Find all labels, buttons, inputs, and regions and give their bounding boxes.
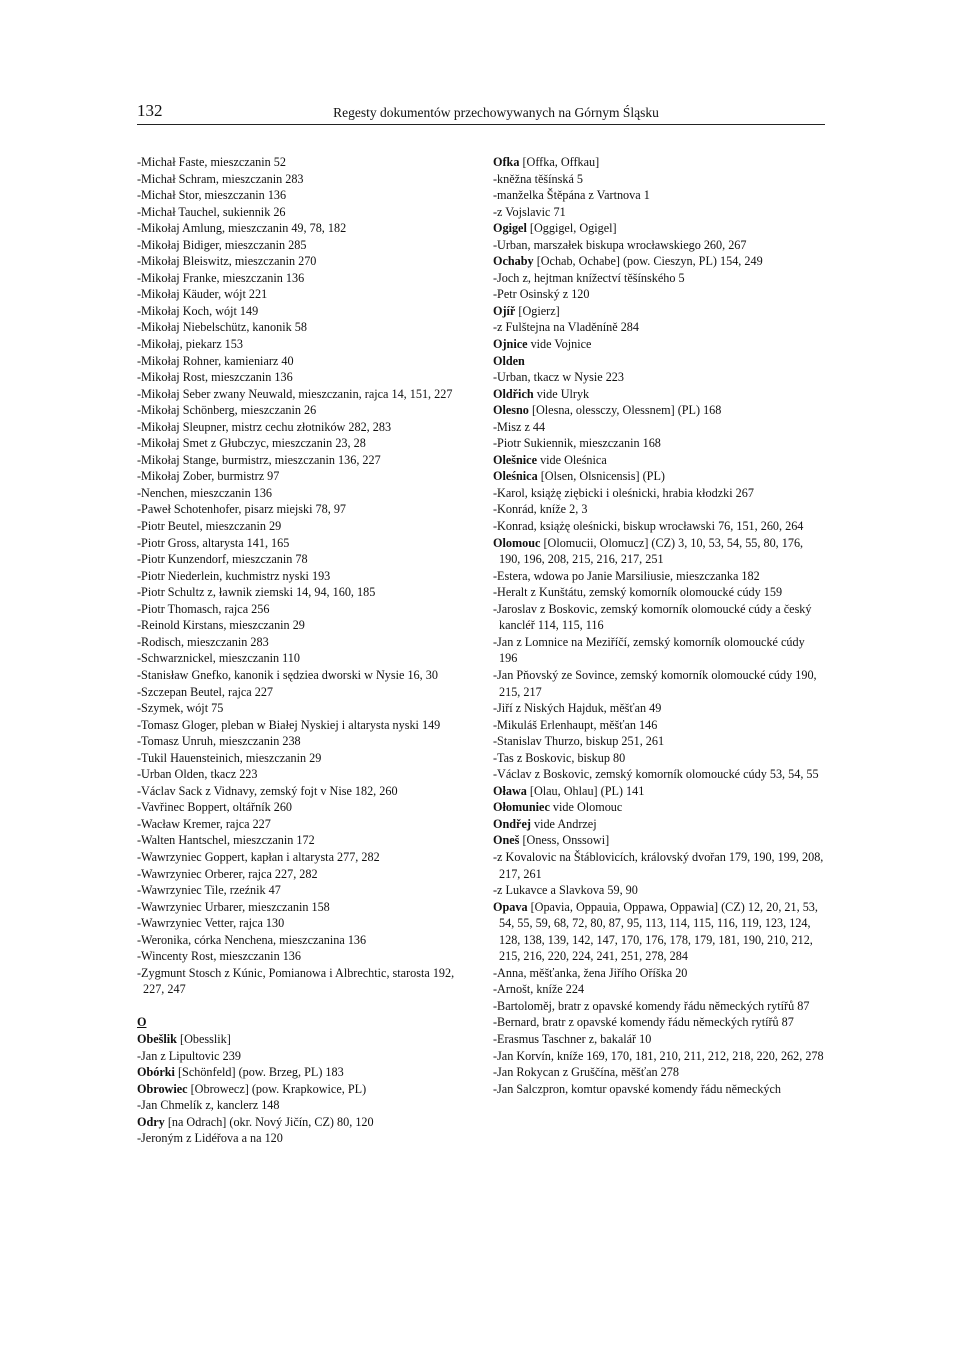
index-entry-text: -Jan Rokycan z Gruščína, měšťan 278: [493, 1065, 679, 1080]
index-entry-text: -Mikuláš Erlenhaupt, měšťan 146: [493, 717, 658, 732]
index-entry-text: -z Fulštejna na Vladěníně 284: [493, 320, 639, 335]
index-entry-text: -Reinold Kirstans, mieszczanin 29: [137, 618, 305, 633]
index-entry: [137, 353, 472, 370]
index-entry-text: -Piotr Kunzendorf, mieszczanin 78: [137, 552, 308, 567]
index-entry-text: -Arnošt, kníže 224: [493, 982, 585, 997]
index-entry: [137, 518, 472, 535]
index-entry: [137, 915, 472, 932]
index-entry-text: -z Vojslavic 71: [493, 204, 566, 219]
index-entry: [493, 783, 825, 800]
index-entry: [137, 468, 472, 485]
index-entry-text: -Jan Korvín, kníže 169, 170, 181, 210, 211, 212, 218, 220, 262, 278: [493, 1048, 824, 1063]
index-entry-text: -Piotr Schultz z, ławnik ziemski 14, 94, 160, 185: [137, 585, 376, 600]
index-headword: Ojíř: [493, 303, 516, 318]
index-entry: [137, 452, 472, 469]
index-headword: Oneš: [493, 833, 520, 848]
index-entry-text: -Mikołaj Rost, mieszczanin 136: [137, 370, 293, 385]
index-entry-text: -Jeroným z Lidéřova a na 120: [137, 1131, 283, 1146]
index-entry-text: -Wawrzyniec Tile, rzeźnik 47: [137, 883, 281, 898]
index-entry-text: -Piotr Beutel, mieszczanin 29: [137, 519, 282, 534]
index-entry: [493, 270, 825, 287]
index-headword: Obrowiec: [137, 1081, 188, 1096]
index-entry: [137, 1048, 472, 1065]
index-headword: Odry: [137, 1114, 165, 1129]
right-column: [493, 154, 825, 1097]
index-entry: [137, 386, 472, 403]
index-headword: Olesno: [493, 403, 529, 418]
index-entry-text: -Joch z, hejtman knížectví těšínského 5: [493, 270, 685, 285]
index-entry-text: [Obesslik]: [176, 1031, 231, 1046]
index-headword: Oława: [493, 783, 527, 798]
index-entry-text: -Urban, marszałek biskupa wrocławskiego 260, 267: [493, 237, 747, 252]
index-entry: [493, 419, 825, 436]
index-entry-text: -Paweł Schotenhofer, pisarz miejski 78, 97: [137, 502, 347, 517]
index-entry: [137, 816, 472, 833]
index-entry-text: -Mikołaj Schönberg, mieszczanin 26: [137, 403, 317, 418]
index-entry: [493, 849, 825, 882]
index-entry-text: -Mikołaj Zober, burmistrz 97: [137, 469, 280, 484]
index-entry: [137, 220, 472, 237]
index-entry-text: vide Vojnice: [527, 337, 592, 352]
index-entry-text: -Mikołaj Smet z Głubczyc, mieszczanin 23, 28: [137, 436, 366, 451]
index-entry-text: vide Olomouc: [549, 800, 623, 815]
index-entry: [137, 601, 472, 618]
index-entry: [493, 1048, 825, 1065]
index-headword: Ondřej: [493, 816, 531, 831]
index-entry: [493, 1014, 825, 1031]
index-entry-text: -Estera, wdowa po Janie Marsiliusie, mieszczanka 182: [493, 568, 760, 583]
index-entry: [137, 369, 472, 386]
index-entry-text: -manželka Štěpána z Vartnova 1: [493, 188, 650, 203]
index-entry-text: -z Lukavce a Slavkova 59, 90: [493, 883, 638, 898]
index-entry-text: -Misz z 44: [493, 419, 546, 434]
index-entry-text: -Václav Sack z Vidnavy, zemský fojt v Nise 182, 260: [137, 783, 398, 798]
running-title: Regesty dokumentów przechowywanych na Górnym Śląsku: [333, 105, 659, 120]
index-entry-text: -Weronika, córka Nenchena, mieszczanina 136: [137, 932, 367, 947]
index-entry: [137, 171, 472, 188]
index-entry-text: vide Ulryk: [533, 386, 590, 401]
index-entry: [493, 303, 825, 320]
index-entry: [137, 750, 472, 767]
index-entry-text: -Václav z Boskovic, zemský komorník olomoucké cúdy 53, 54, 55: [493, 767, 819, 782]
index-entry: [493, 981, 825, 998]
index-entry-text: -Tomasz Unruh, mieszczanin 238: [137, 734, 301, 749]
index-entry-text: [Schönfeld] (pow. Brzeg, PL) 183: [174, 1065, 344, 1080]
index-entry-text: -Anna, měšťanka, žena Jiřího Oříška 20: [493, 965, 688, 980]
index-entry-text: -Zygmunt Stosch z Kúnic, Pomianowa i Albrechtic, starosta 192, 227, 247: [137, 965, 455, 997]
index-entry: [493, 237, 825, 254]
index-entry: [493, 667, 825, 700]
index-entry-text: -Erasmus Taschner z, bakalář 10: [493, 1031, 652, 1046]
index-entry: [493, 353, 825, 370]
index-entry-text: -Wawrzyniec Vetter, rajca 130: [137, 916, 285, 931]
index-entry: [137, 319, 472, 336]
index-entry-text: -Bernard, bratr z opavské komendy řádu německých rytířů 87: [493, 1015, 794, 1030]
index-entry: [493, 634, 825, 667]
index-entry: [493, 518, 825, 535]
index-entry-text: -Tomasz Gloger, pleban w Białej Nyskiej i altarysta nyski 149: [137, 717, 441, 732]
index-headword: Oldřich: [493, 386, 534, 401]
index-entry: [493, 568, 825, 585]
index-entry-text: -Michał Faste, mieszczanin 52: [137, 155, 286, 169]
index-entry: [493, 319, 825, 336]
index-entry: [493, 402, 825, 419]
index-entry-text: -Mikołaj Amlung, mieszczanin 49, 78, 182: [137, 221, 347, 236]
index-entry: [493, 899, 825, 965]
index-entry: [493, 733, 825, 750]
index-entry: [493, 799, 825, 816]
index-entry: [493, 882, 825, 899]
page-header: [137, 100, 825, 125]
index-entry-text: -Urban Olden, tkacz 223: [137, 767, 258, 782]
index-entry: [493, 700, 825, 717]
index-entry-text: -Bartoloměj, bratr z opavské komendy řádu německých rytířů 87: [493, 998, 810, 1013]
index-entry: [493, 535, 825, 568]
index-headword: Ołomuniec: [493, 800, 550, 815]
index-headword: Obórki: [137, 1065, 175, 1080]
index-entry: [493, 1031, 825, 1048]
index-entry: [137, 551, 472, 568]
index-entry-text: -Tukil Hauensteinich, mieszczanin 29: [137, 750, 322, 765]
index-entry: [137, 866, 472, 883]
index-entry-text: -z Kovalovic na Štáblovicích, královský dvořan 179, 190, 199, 208, 217, 261: [493, 849, 824, 881]
index-entry: [137, 617, 472, 634]
index-entry: [493, 204, 825, 221]
index-entry: [137, 187, 472, 204]
index-entry: [137, 667, 472, 684]
index-entry: [137, 568, 472, 585]
index-entry-text: -Wacław Kremer, rajca 227: [137, 816, 271, 831]
index-entry: [137, 832, 472, 849]
section-letter: O: [137, 1015, 147, 1030]
index-entry: [493, 1064, 825, 1081]
index-entry-text: [Ogierz]: [515, 303, 560, 318]
index-entry-text: -kněžna těšínská 5: [493, 171, 584, 186]
index-headword: Oleśnica: [493, 469, 538, 484]
index-headword: Opava: [493, 899, 528, 914]
index-entry: [493, 369, 825, 386]
index-entry-text: vide Andrzej: [530, 816, 597, 831]
index-entry-text: -Mikołaj Käuder, wójt 221: [137, 287, 268, 302]
index-entry: [493, 998, 825, 1015]
index-entry: [137, 154, 472, 171]
index-entry-text: [na Odrach] (okr. Nový Jičín, CZ) 80, 120: [164, 1114, 374, 1129]
index-entry-text: vide Oleśnica: [537, 452, 607, 467]
index-entry-text: [Olomucii, Olomucz] (CZ) 3, 10, 53, 54, 55, 80, 176, 190, 196, 208, 215, 216, 217, 251: [499, 535, 804, 567]
left-column: [137, 154, 472, 1147]
index-entry-text: -Mikołaj Franke, mieszczanin 136: [137, 270, 305, 285]
index-entry: [137, 684, 472, 701]
index-entry-text: -Mikołaj Stange, burmistrz, mieszczanin 136, 227: [137, 452, 381, 467]
index-entry-text: -Mikołaj Koch, wójt 149: [137, 303, 259, 318]
index-entry: [137, 899, 472, 916]
index-entry-text: -Jan z Lipultovic 239: [137, 1048, 241, 1063]
index-entry-text: -Jaroslav z Boskovic, zemský komorník olomoucké cúdy a český kancléř 114, 115, 116: [493, 601, 812, 633]
index-entry: [137, 1097, 472, 1114]
index-entry-text: -Piotr Niederlein, kuchmistrz nyski 193: [137, 568, 331, 583]
index-entry: [137, 204, 472, 221]
index-entry: [137, 501, 472, 518]
index-entry: [137, 799, 472, 816]
index-entry: [137, 849, 472, 866]
index-entry: [493, 386, 825, 403]
index-entry-text: -Michał Schram, mieszczanin 283: [137, 171, 304, 186]
index-entry-text: -Konrad, książę oleśnicki, biskup wrocławski 76, 151, 260, 264: [493, 519, 804, 534]
index-entry-text: -Heralt z Kunštátu, zemský komorník olomoucké cúdy 159: [493, 585, 783, 600]
index-entry-text: -Wincenty Rost, mieszczanin 136: [137, 949, 301, 964]
index-entry: [493, 766, 825, 783]
index-entry-text: -Wawrzyniec Orberer, rajca 227, 282: [137, 866, 318, 881]
index-entry: [137, 882, 472, 899]
index-entry-text: -Konrád, kníže 2, 3: [493, 502, 588, 517]
page-number: 132: [137, 101, 163, 120]
index-entry-text: -Wawrzyniec Urbarer, mieszczanin 158: [137, 899, 330, 914]
index-entry: [137, 1130, 472, 1147]
index-entry-text: [Olau, Ohlau] (PL) 141: [526, 783, 645, 798]
index-entry-text: -Mikołaj Rohner, kamieniarz 40: [137, 353, 294, 368]
index-entry: [137, 634, 472, 651]
index-entry: [493, 171, 825, 188]
index-entry-text: -Petr Osinský z 120: [493, 287, 590, 302]
index-entry: [493, 601, 825, 634]
index-entry-text: -Michał Tauchel, sukiennik 26: [137, 204, 286, 219]
section-gap: [137, 998, 472, 1015]
index-entry-text: -Mikołaj Sleupner, mistrz cechu złotników 282, 283: [137, 419, 392, 434]
index-entry-text: -Jan Salczpron, komtur opavské komendy řádu německých: [493, 1081, 782, 1096]
index-entry: [137, 965, 472, 998]
index-entry-text: [Obrowecz] (pow. Krapkowice, PL): [187, 1081, 367, 1096]
index-entry-text: [Opavia, Oppauia, Oppawa, Oppawia] (CZ) 12, 20, 21, 53, 54, 55, 59, 68, 72, 80, 87, 95, 113, 114, 115, 116, 119, 123, 124, 128, 138, 139, 142, 147, 170, 176, 178, 179, 181, 190, 210, 212, 215, 216, 220, 224, 241, 251, 278, 284: [499, 899, 818, 964]
index-entry: [493, 468, 825, 485]
index-entry-text: -Jan Chmelík z, kanclerz 148: [137, 1098, 280, 1113]
index-entry: [493, 154, 825, 171]
index-entry-text: -Jan z Lomnice na Meziříčí, zemský komorník olomoucké cúdy 196: [493, 634, 805, 666]
index-entry: [137, 535, 472, 552]
index-headword: Ofka: [493, 155, 520, 169]
index-entry-text: -Schwarznickel, mieszczanin 110: [137, 651, 300, 666]
index-entry: [137, 700, 472, 717]
index-entry: [137, 1081, 472, 1098]
index-entry-text: [Offka, Offkau]: [519, 155, 600, 169]
index-entry-text: -Michał Stor, mieszczanin 136: [137, 188, 287, 203]
index-entry: [137, 1064, 472, 1081]
index-headword: Ogigel: [493, 221, 527, 236]
index-entry: [493, 286, 825, 303]
index-entry: [137, 253, 472, 270]
index-entry: [493, 501, 825, 518]
index-entry: [137, 1031, 472, 1048]
index-entry-text: [Oggigel, Ogigel]: [526, 221, 617, 236]
index-entry: [493, 1081, 825, 1098]
index-headword: Ojnice: [493, 337, 528, 352]
index-entry-text: -Stanislav Thurzo, biskup 251, 261: [493, 734, 665, 749]
index-entry: [137, 435, 472, 452]
index-entry-text: -Rodisch, mieszczanin 283: [137, 634, 269, 649]
index-entry-text: -Mikołaj Bidiger, mieszczanin 285: [137, 237, 307, 252]
index-entry-text: -Nenchen, mieszczanin 136: [137, 485, 273, 500]
index-entry-text: -Tas z Boskovic, biskup 80: [493, 750, 626, 765]
index-headword: Olden: [493, 353, 525, 368]
index-entry: [493, 717, 825, 734]
index-entry-text: -Urban, tkacz w Nysie 223: [493, 370, 624, 385]
index-entry: [493, 485, 825, 502]
index-entry: [493, 220, 825, 237]
index-entry: [493, 253, 825, 270]
index-entry: [137, 717, 472, 734]
index-entry: [137, 932, 472, 949]
index-entry-text: -Vavřinec Boppert, oltářník 260: [137, 800, 293, 815]
index-headword: Obešlik: [137, 1031, 177, 1046]
index-entry: [137, 584, 472, 601]
index-entry-text: -Jiří z Niských Hajduk, měšťan 49: [493, 701, 662, 716]
index-entry-text: -Piotr Gross, altarysta 141, 165: [137, 535, 290, 550]
index-entry-text: -Piotr Sukiennik, mieszczanin 168: [493, 436, 661, 451]
index-entry: [137, 766, 472, 783]
index-entry: [493, 336, 825, 353]
index-entry: [137, 286, 472, 303]
index-entry-text: -Jan Pňovský ze Sovince, zemský komorník olomoucké cúdy 190, 215, 217: [493, 667, 817, 699]
index-entry: [493, 187, 825, 204]
index-entry: [137, 650, 472, 667]
index-entry: [137, 402, 472, 419]
index-entry: [137, 270, 472, 287]
index-entry: [137, 237, 472, 254]
index-headword: Olešnice: [493, 452, 538, 467]
index-entry-text: [Ochab, Ochabe] (pow. Cieszyn, PL) 154, 249: [533, 254, 763, 269]
index-entry: [493, 832, 825, 849]
index-headword: Olomouc: [493, 535, 541, 550]
index-entry: [137, 303, 472, 320]
index-entry-text: -Mikołaj, piekarz 153: [137, 337, 243, 352]
index-entry: [137, 1114, 472, 1131]
index-entry-text: -Mikołaj Seber zwany Neuwald, mieszczanin, rajca 14, 151, 227: [137, 386, 453, 401]
index-entry: [493, 452, 825, 469]
index-entry-text: -Karol, książę ziębicki i oleśnicki, hrabia kłodzki 267: [493, 485, 754, 500]
index-entry-text: -Mikołaj Bleiswitz, mieszczanin 270: [137, 254, 317, 269]
index-headword: Ochaby: [493, 254, 534, 269]
index-entry-text: -Wawrzyniec Goppert, kapłan i altarysta 277, 282: [137, 849, 380, 864]
index-entry-text: -Szymek, wójt 75: [137, 701, 224, 716]
index-entry-text: -Piotr Thomasch, rajca 256: [137, 601, 270, 616]
index-entry: [137, 336, 472, 353]
index-entry-text: -Szczepan Beutel, rajca 227: [137, 684, 274, 699]
index-entry: [493, 750, 825, 767]
index-entry: [493, 965, 825, 982]
index-entry: [137, 948, 472, 965]
index-entry-text: [Oness, Onssowi]: [519, 833, 610, 848]
index-entry: [493, 816, 825, 833]
index-entry: [493, 584, 825, 601]
index-entry-text: -Walten Hantschel, mieszczanin 172: [137, 833, 315, 848]
index-entry-text: -Mikołaj Niebelschütz, kanonik 58: [137, 320, 307, 335]
index-entry: [137, 733, 472, 750]
index-entry: [493, 435, 825, 452]
index-entry: [137, 783, 472, 800]
index-entry-text: [Olsen, Olsnicensis] (PL): [537, 469, 665, 484]
index-entry-text: -Stanisław Gnefko, kanonik i sędziea dworski w Nysie 16, 30: [137, 667, 438, 682]
index-entry-text: [Olesna, olessczy, Olessnem] (PL) 168: [528, 403, 722, 418]
index-entry: [137, 485, 472, 502]
index-entry: [137, 419, 472, 436]
